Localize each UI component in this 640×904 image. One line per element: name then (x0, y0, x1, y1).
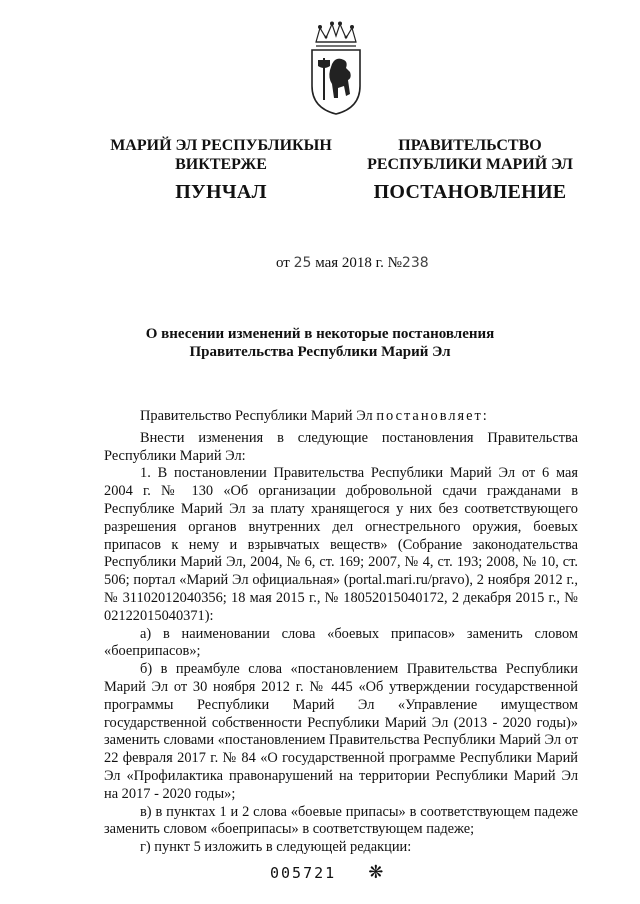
header-left-line1: МАРИЙ ЭЛ РЕСПУБЛИКЫН (110, 137, 332, 154)
body-paragraph-1: Внести изменения в следующие постановления Правительства Республики Марий Эл: (104, 429, 578, 464)
footer-mark-icon: ❋ (368, 862, 384, 883)
body-paragraph-resolves (104, 408, 578, 426)
document-date-line (276, 255, 429, 272)
document-title-line2: Правительства Республики Марий Эл (189, 344, 451, 360)
body-paragraph-2: 1. В постановлении Правительства Республики Марий Эл от 6 мая 2004 г. № 130 «Об организации добровольной сдачи гражданами в Республике Марий Эл за плату хранящегося у них без соответствующего разрешения органов внутренних дел огнестрельного оружия, боевых припасов к нему и взрывчатых веществ» (Собрание законодательства Республики Марий Эл, 2004, № 6, ст. 169; 2007, № 4, ст. 193; 2008, № 10, ст. 506; портал «Марий Эл официальная» (portal.mari.ru/pravo), 2 ноября 2012 г., № 31102012040356; 18 мая 2015 г., № 18052015040172, 2 декабря 2015 г., № 02122015040371): (104, 465, 578, 624)
body-paragraph-5: в) в пунктах 1 и 2 слова «боевые припасы» в соответствующем падеже заменить словом «боеприпасы» в соответствующем падеже; (104, 803, 578, 838)
body-paragraph-3: а) в наименовании слова «боевых припасов» заменить словом «боеприпасов»; (104, 625, 578, 660)
header-left-doc-type: ПУНЧАЛ (175, 181, 267, 203)
body-resolves-keyword: постановляет: (376, 408, 489, 424)
body-resolves-start: Правительство Республики Марий Эл (140, 408, 377, 424)
header-left-line2: ВИКТЕРЖЕ (175, 156, 267, 173)
form-serial-footer (270, 862, 383, 883)
coat-of-arms-icon (302, 20, 370, 116)
date-day: 25 (293, 255, 312, 271)
form-serial-number: 005721 (270, 864, 337, 882)
document-body (104, 408, 578, 857)
body-paragraph-4: б) в преамбуле слова «постановлением Правительства Республики Марий Эл от 30 ноября 2012 г. № 445 «Об утверждении государственной программы Республики Марий Эл «Управление имуществом государственной собственности Республики Марий Эл (2013 - 2020 годы)» заменить словами «постановлением Правительства Республики Марий Эл от 22 февраля 2017 г. № 84 «О государственной программе Республики Марий Эл «Профилактика правонарушений на территории Республики Марий Эл на 2017 - 2020 годы»; (104, 661, 578, 802)
document-title-line1: О внесении изменений в некоторые постановления (145, 326, 495, 342)
header-right-doc-type: ПОСТАНОВЛЕНИЕ (373, 181, 567, 203)
date-month-year: мая 2018 г. № (315, 255, 402, 271)
date-prefix: от (276, 255, 290, 271)
header-right (355, 136, 585, 202)
body-paragraph-6: г) пункт 5 изложить в следующей редакции: (140, 839, 412, 856)
document-number: 238 (401, 255, 429, 271)
header-right-line1: ПРАВИТЕЛЬСТВО (398, 137, 542, 154)
header-left (96, 136, 346, 202)
header-right-line2: РЕСПУБЛИКИ МАРИЙ ЭЛ (367, 156, 573, 173)
document-title (100, 325, 540, 361)
